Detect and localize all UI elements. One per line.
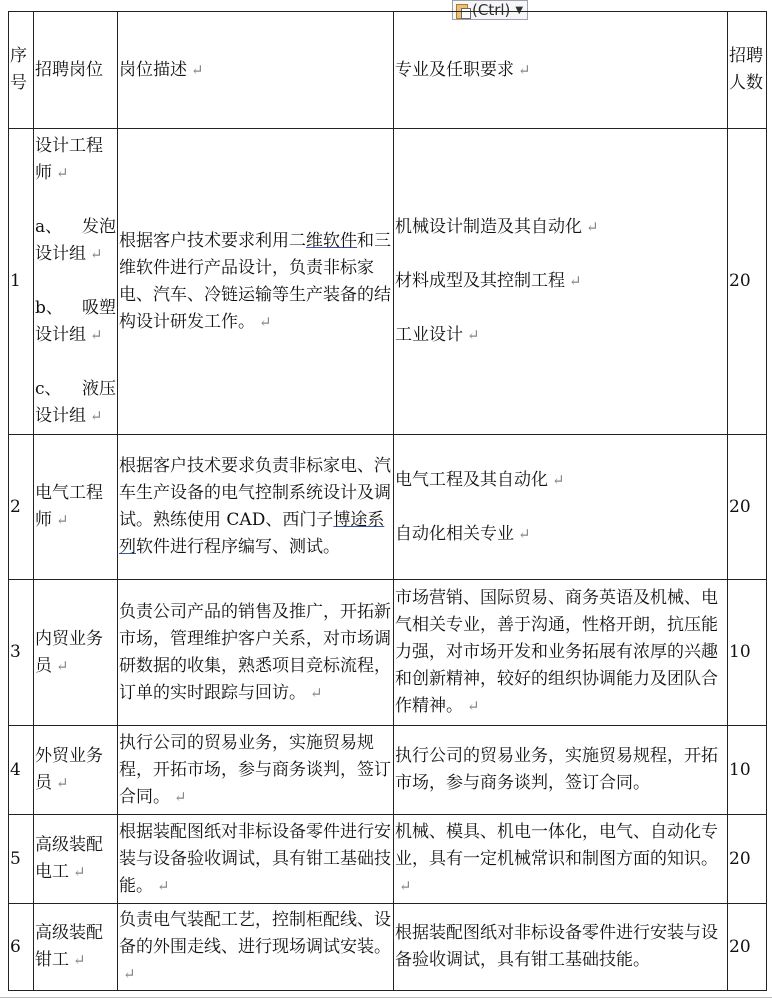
paragraph-mark-icon: ↵ xyxy=(552,470,565,489)
header-requirements: 专业及任职要求 ↵ xyxy=(394,12,728,129)
spelling-underline: 博途系列 xyxy=(119,510,385,557)
header-description: 岗位描述 ↵ xyxy=(118,12,394,129)
row-number: 2 xyxy=(9,435,34,580)
paragraph-mark-icon: ↵ xyxy=(56,656,69,675)
count-cell: 20 xyxy=(728,904,767,991)
table-row xyxy=(9,815,767,904)
paragraph-mark-icon: ↵ xyxy=(157,876,170,895)
paragraph-mark-icon: ↵ xyxy=(518,60,531,79)
requirements-cell: 机械设计制造及其自动化 ↵ 材料成型及其控制工程 ↵ 工业设计 ↵ xyxy=(394,129,728,435)
paragraph-mark-icon: ↵ xyxy=(56,511,69,529)
paragraph-mark-icon: ↵ xyxy=(123,964,136,983)
paragraph-mark-icon: ↵ xyxy=(90,245,103,263)
header-no: 序号 xyxy=(9,12,34,129)
position-cell: 设计工程师 ↵ a、 发泡 设计组 ↵ b、 吸塑 设计组 ↵ c、 液压 设计组 ↵ xyxy=(34,129,118,435)
requirements-cell: 电气工程及其自动化 ↵ 自动化相关专业 ↵ xyxy=(394,435,728,580)
count-cell: 20 xyxy=(728,435,767,580)
row-number: 4 xyxy=(9,726,34,815)
position-cell: 内贸业务员 ↵ xyxy=(34,580,118,726)
table-row xyxy=(9,904,767,991)
row-number: 1 xyxy=(9,129,34,435)
table-header-row xyxy=(9,12,767,129)
paragraph-mark-icon: ↵ xyxy=(90,326,103,344)
paragraph-mark-icon: ↵ xyxy=(467,697,480,715)
requirements-cell: 执行公司的贸易业务，实施贸易规程，开拓市场，参与商务谈判，签订合同。 xyxy=(394,726,728,815)
count-cell: 10 xyxy=(728,580,767,726)
description-cell: 根据装配图纸对非标设备零件进行安装与设备验收调试，具有钳工基础技能。 ↵ xyxy=(118,815,394,904)
paragraph-mark-icon: ↵ xyxy=(56,164,69,182)
table-row xyxy=(9,726,767,815)
position-cell: 电气工程师 ↵ xyxy=(34,435,118,580)
requirements-cell: 机械、模具、机电一体化，电气、自动化专业，具有一定机械常识和制图方面的知识。↵ xyxy=(394,815,728,904)
position-cell: 高级装配钳工 ↵ xyxy=(34,904,118,991)
paragraph-mark-icon: ↵ xyxy=(399,876,412,895)
paragraph-mark-icon: ↵ xyxy=(586,218,599,236)
description-cell: 根据客户技术要求利用二维软件和三维软件进行产品设计，负责非标家电、汽车、冷链运输等生产装备的结构设计研发工作。 ↵ xyxy=(118,129,394,435)
header-position: 招聘岗位 xyxy=(34,12,118,129)
table-row xyxy=(9,129,767,435)
recruitment-table xyxy=(8,11,767,991)
paragraph-mark-icon: ↵ xyxy=(569,272,582,290)
table-row xyxy=(9,580,767,726)
paragraph-mark-icon: ↵ xyxy=(56,774,69,792)
requirements-cell: 市场营销、国际贸易、商务英语及机械、电气相关专业，善于沟通，性格开朗，抗压能力强，对市场开发和业务拓展有浓厚的兴趣和创新精神，较好的组织协调能力及团队合作精神。 ↵ xyxy=(394,580,728,726)
chevron-down-icon: ▼ xyxy=(515,4,524,16)
paste-options-label: (Ctrl) xyxy=(472,1,511,19)
paragraph-mark-icon: ↵ xyxy=(518,524,531,543)
row-number: 3 xyxy=(9,580,34,726)
count-cell: 10 xyxy=(728,726,767,815)
description-cell: 负责电气装配工艺，控制柜配线、设备的外围走线、进行现场调试安装。↵ xyxy=(118,904,394,991)
spelling-underline: 维软件 xyxy=(306,230,357,251)
paragraph-mark-icon: ↵ xyxy=(467,326,480,344)
paragraph-mark-icon: ↵ xyxy=(191,60,204,79)
paragraph-mark-icon: ↵ xyxy=(90,407,103,425)
page-edge-line xyxy=(0,997,772,998)
count-cell: 20 xyxy=(728,815,767,904)
paragraph-mark-icon: ↵ xyxy=(174,787,187,806)
requirements-cell: 根据装配图纸对非标设备零件进行安装与设备验收调试，具有钳工基础技能。 xyxy=(394,904,728,991)
table-row xyxy=(9,435,767,580)
position-cell: 高级装配电工 ↵ xyxy=(34,815,118,904)
description-cell: 执行公司的贸易业务，实施贸易规程，开拓市场，参与商务谈判，签订合同。 ↵ xyxy=(118,726,394,815)
count-cell: 20 xyxy=(728,129,767,435)
paragraph-mark-icon: ↵ xyxy=(73,951,86,969)
paragraph-mark-icon: ↵ xyxy=(259,312,272,331)
row-number: 6 xyxy=(9,904,34,991)
row-number: 5 xyxy=(9,815,34,904)
header-count: 招聘人数 xyxy=(728,12,767,129)
position-cell: 外贸业务员 ↵ xyxy=(34,726,118,815)
description-cell: 负责公司产品的销售及推广，开拓新市场，管理维护客户关系，对市场调研数据的收集，熟悉项目竞标流程，订单的实时跟踪与回访。 ↵ xyxy=(118,580,394,726)
description-cell: 根据客户技术要求负责非标家电、汽车生产设备的电气控制系统设计及调试。熟练使用 CAD、西门子博途系列软件进行程序编写、测试。 xyxy=(118,435,394,580)
paragraph-mark-icon: ↵ xyxy=(73,863,86,881)
paragraph-mark-icon: ↵ xyxy=(310,683,323,702)
